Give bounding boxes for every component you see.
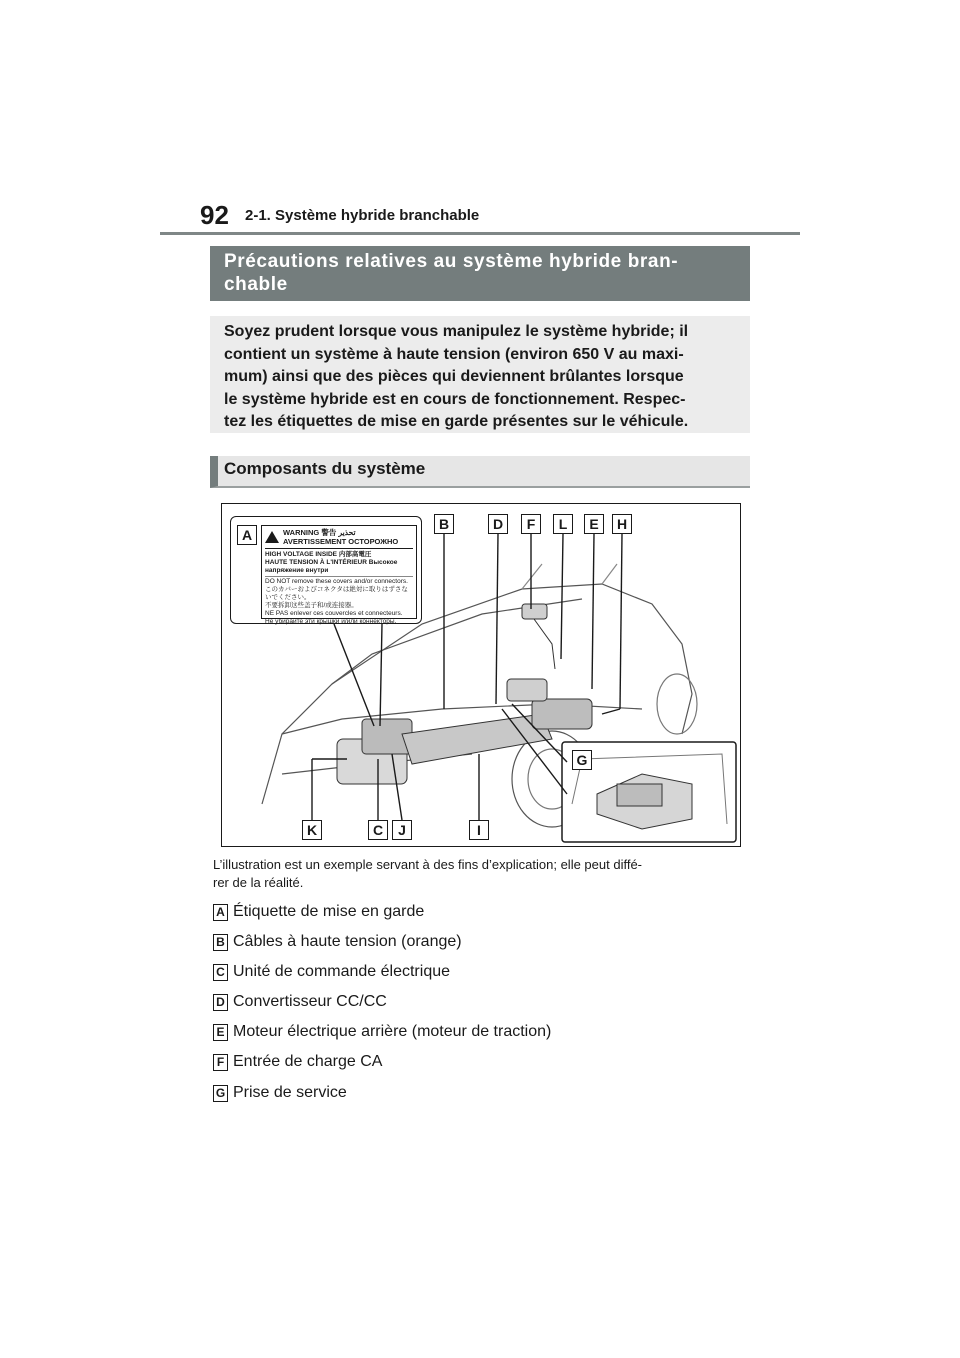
- legend-item: [213, 1083, 713, 1103]
- warning-label-panel: [261, 525, 417, 625]
- header-rule: [160, 232, 800, 235]
- legend-key: D: [213, 994, 228, 1011]
- callout-d: D: [488, 514, 508, 534]
- page-number: 92: [200, 200, 229, 230]
- legend-text: Câbles à haute tension (orange): [233, 933, 462, 950]
- legend-text: Étiquette de mise en garde: [233, 903, 425, 920]
- legend-key: F: [213, 1054, 228, 1071]
- legend-key: C: [213, 964, 228, 981]
- legend-item: [213, 1052, 713, 1072]
- hv-inside: HIGH VOLTAGE INSIDE: [265, 551, 337, 558]
- callout-k: K: [302, 820, 322, 840]
- legend-text: Moteur électrique arrière (moteur de traction): [233, 1023, 552, 1040]
- callout-j: J: [392, 820, 412, 840]
- callout-i: I: [469, 820, 489, 840]
- callout-c: C: [368, 820, 388, 840]
- callout-h: H: [612, 514, 632, 534]
- legend-text: Prise de service: [233, 1084, 347, 1101]
- legend-key: A: [213, 904, 228, 921]
- system-illustration: [221, 503, 741, 847]
- running-head: 2-1. Système hybride branchable: [245, 207, 480, 224]
- intro-line: mum) ainsi que des pièces qui deviennent brûlantes lorsque: [224, 368, 684, 385]
- warning-triangle-icon: [265, 531, 279, 543]
- avertissement-word: AVERTISSEMENT: [283, 537, 347, 546]
- section-title-line-2: chable: [224, 274, 288, 295]
- warning-label: [230, 516, 422, 624]
- legend-item: [213, 992, 713, 1012]
- legend-text: Entrée de charge CA: [233, 1053, 383, 1070]
- warning-text-zh: 不要拆卸这些盖子和/或连接器。: [265, 602, 358, 609]
- intro-line: tez les étiquettes de mise en garde présentes sur le véhicule.: [224, 413, 689, 430]
- warning-text-en: DO NOT remove these covers and/or connectors.: [265, 578, 408, 585]
- legend-key: B: [213, 934, 228, 951]
- intro-line: contient un système à haute tension (environ 650 V au maxi-: [224, 345, 684, 363]
- callout-e: E: [584, 514, 604, 534]
- subsection-heading: Composants du système: [210, 456, 750, 488]
- warning-word: WARNING: [283, 528, 320, 537]
- warning-word-ar: تحذير: [338, 528, 356, 537]
- ostorozhno-word: ОСТОРОЖНО: [348, 537, 399, 546]
- warning-text-ru: Не убирайте эти крышки и/или коннекторы.: [265, 618, 397, 625]
- intro-box: [210, 316, 750, 433]
- legend-text: Unité de commande électrique: [233, 963, 451, 980]
- legend-text: Convertisseur CC/CC: [233, 993, 387, 1010]
- legend-item: [213, 962, 713, 982]
- hv-inside-ru: Высокое напряжение внутри: [265, 559, 398, 574]
- caption-line-2: rer de la réalité.: [213, 875, 304, 890]
- legend-item: [213, 1022, 713, 1042]
- warning-text-fr: NE PAS enlever ces couvercles et connecteurs.: [265, 610, 403, 617]
- callout-l: L: [553, 514, 573, 534]
- hv-inside-ja: 内部高電圧: [338, 551, 372, 558]
- warning-word-ja: 警告: [321, 528, 337, 537]
- callout-a: A: [237, 525, 257, 545]
- section-title-line-1: Précautions relatives au système hybride bran-: [224, 251, 679, 272]
- warning-text-ja: このカバーおよびコネクタは絶対に取りはずさないでください。: [265, 586, 408, 601]
- figure-caption: [213, 856, 753, 892]
- legend-item: [213, 902, 713, 922]
- callout-g: G: [572, 750, 592, 770]
- callout-f: F: [521, 514, 541, 534]
- legend-item: [213, 932, 713, 952]
- caption-line-1: L’illustration est un exemple servant à des fins d’explication; elle peut diffé-: [213, 857, 643, 872]
- hv-inside-fr: HAUTE TENSION À L'INTÉRIEUR: [265, 559, 367, 566]
- warning-label-header: [265, 528, 413, 549]
- callout-b: B: [434, 514, 454, 534]
- legend-key: E: [213, 1024, 228, 1041]
- legend-key: G: [213, 1085, 228, 1102]
- intro-line: Soyez prudent lorsque vous manipulez le système hybride; il: [224, 323, 689, 340]
- section-title-box: [210, 246, 750, 301]
- intro-line: le système hybride est en cours de fonctionnement. Respec-: [224, 390, 686, 408]
